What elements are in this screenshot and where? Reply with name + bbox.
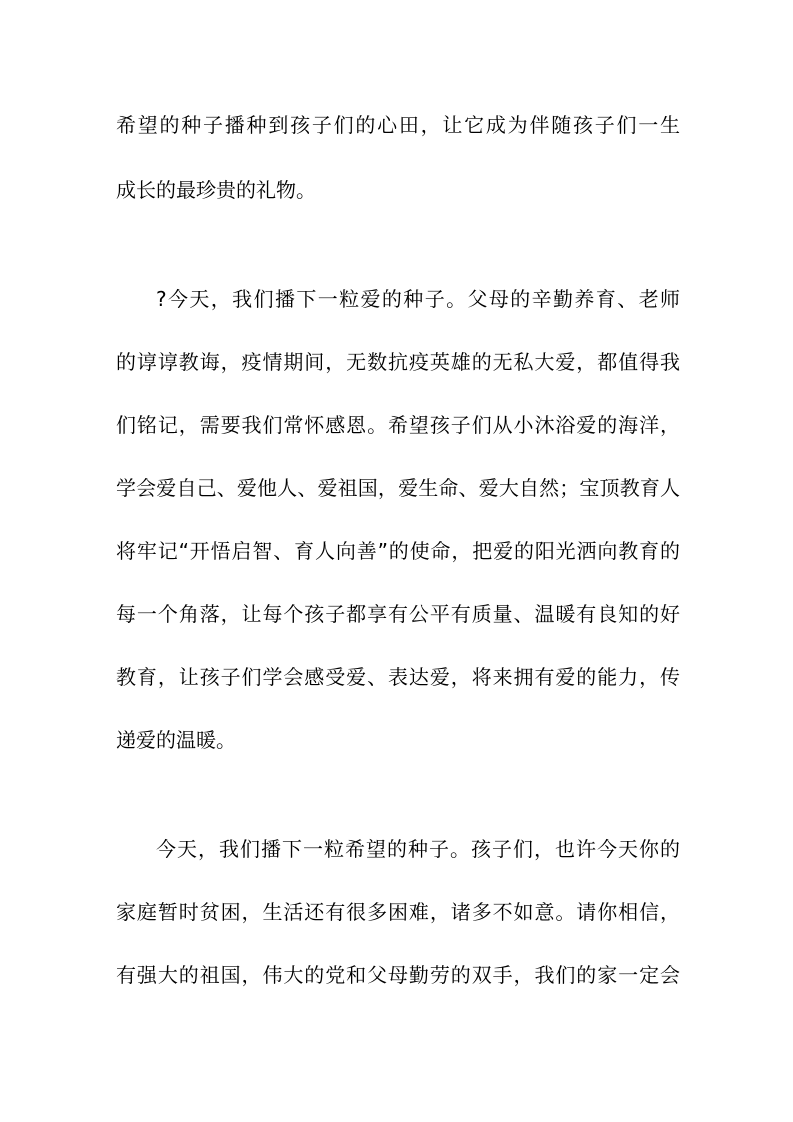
paragraph-line: 将牢记“开悟启智、育人向善”的使命，把爱的阳光洒向教育的 bbox=[116, 539, 680, 563]
paragraph-line: 今天，我们播下一粒希望的种子。孩子们，也许今天你的 bbox=[156, 837, 680, 861]
paragraph-line: 每一个角落，让每个孩子都享有公平有质量、温暖有良知的好 bbox=[116, 602, 680, 626]
paragraph-line: 希望的种子播种到孩子们的心田，让它成为伴随孩子们一生 bbox=[116, 113, 680, 137]
paragraph-line: 们铭记，需要我们常怀感恩。希望孩子们从小沐浴爱的海洋， bbox=[116, 413, 680, 437]
paragraph-line: ?今天，我们播下一粒爱的种子。父母的辛勤养育、老师 bbox=[156, 287, 680, 311]
paragraph-line: 递爱的温暖。 bbox=[116, 728, 236, 752]
paragraph-line: 有强大的祖国，伟大的党和父母勤劳的双手，我们的家一定会 bbox=[116, 963, 680, 987]
paragraph-line: 家庭暂时贫困，生活还有很多困难，诸多不如意。请你相信， bbox=[116, 900, 680, 924]
paragraph-line: 成长的最珍贵的礼物。 bbox=[116, 178, 316, 202]
paragraph-line: 学会爱自己、爱他人、爱祖国，爱生命、爱大自然；宝顶教育人 bbox=[116, 476, 680, 500]
paragraph-line: 的谆谆教诲，疫情期间，无数抗疫英雄的无私大爱，都值得我 bbox=[116, 350, 680, 374]
paragraph-line: 教育，让孩子们学会感受爱、表达爱，将来拥有爱的能力，传 bbox=[116, 665, 680, 689]
